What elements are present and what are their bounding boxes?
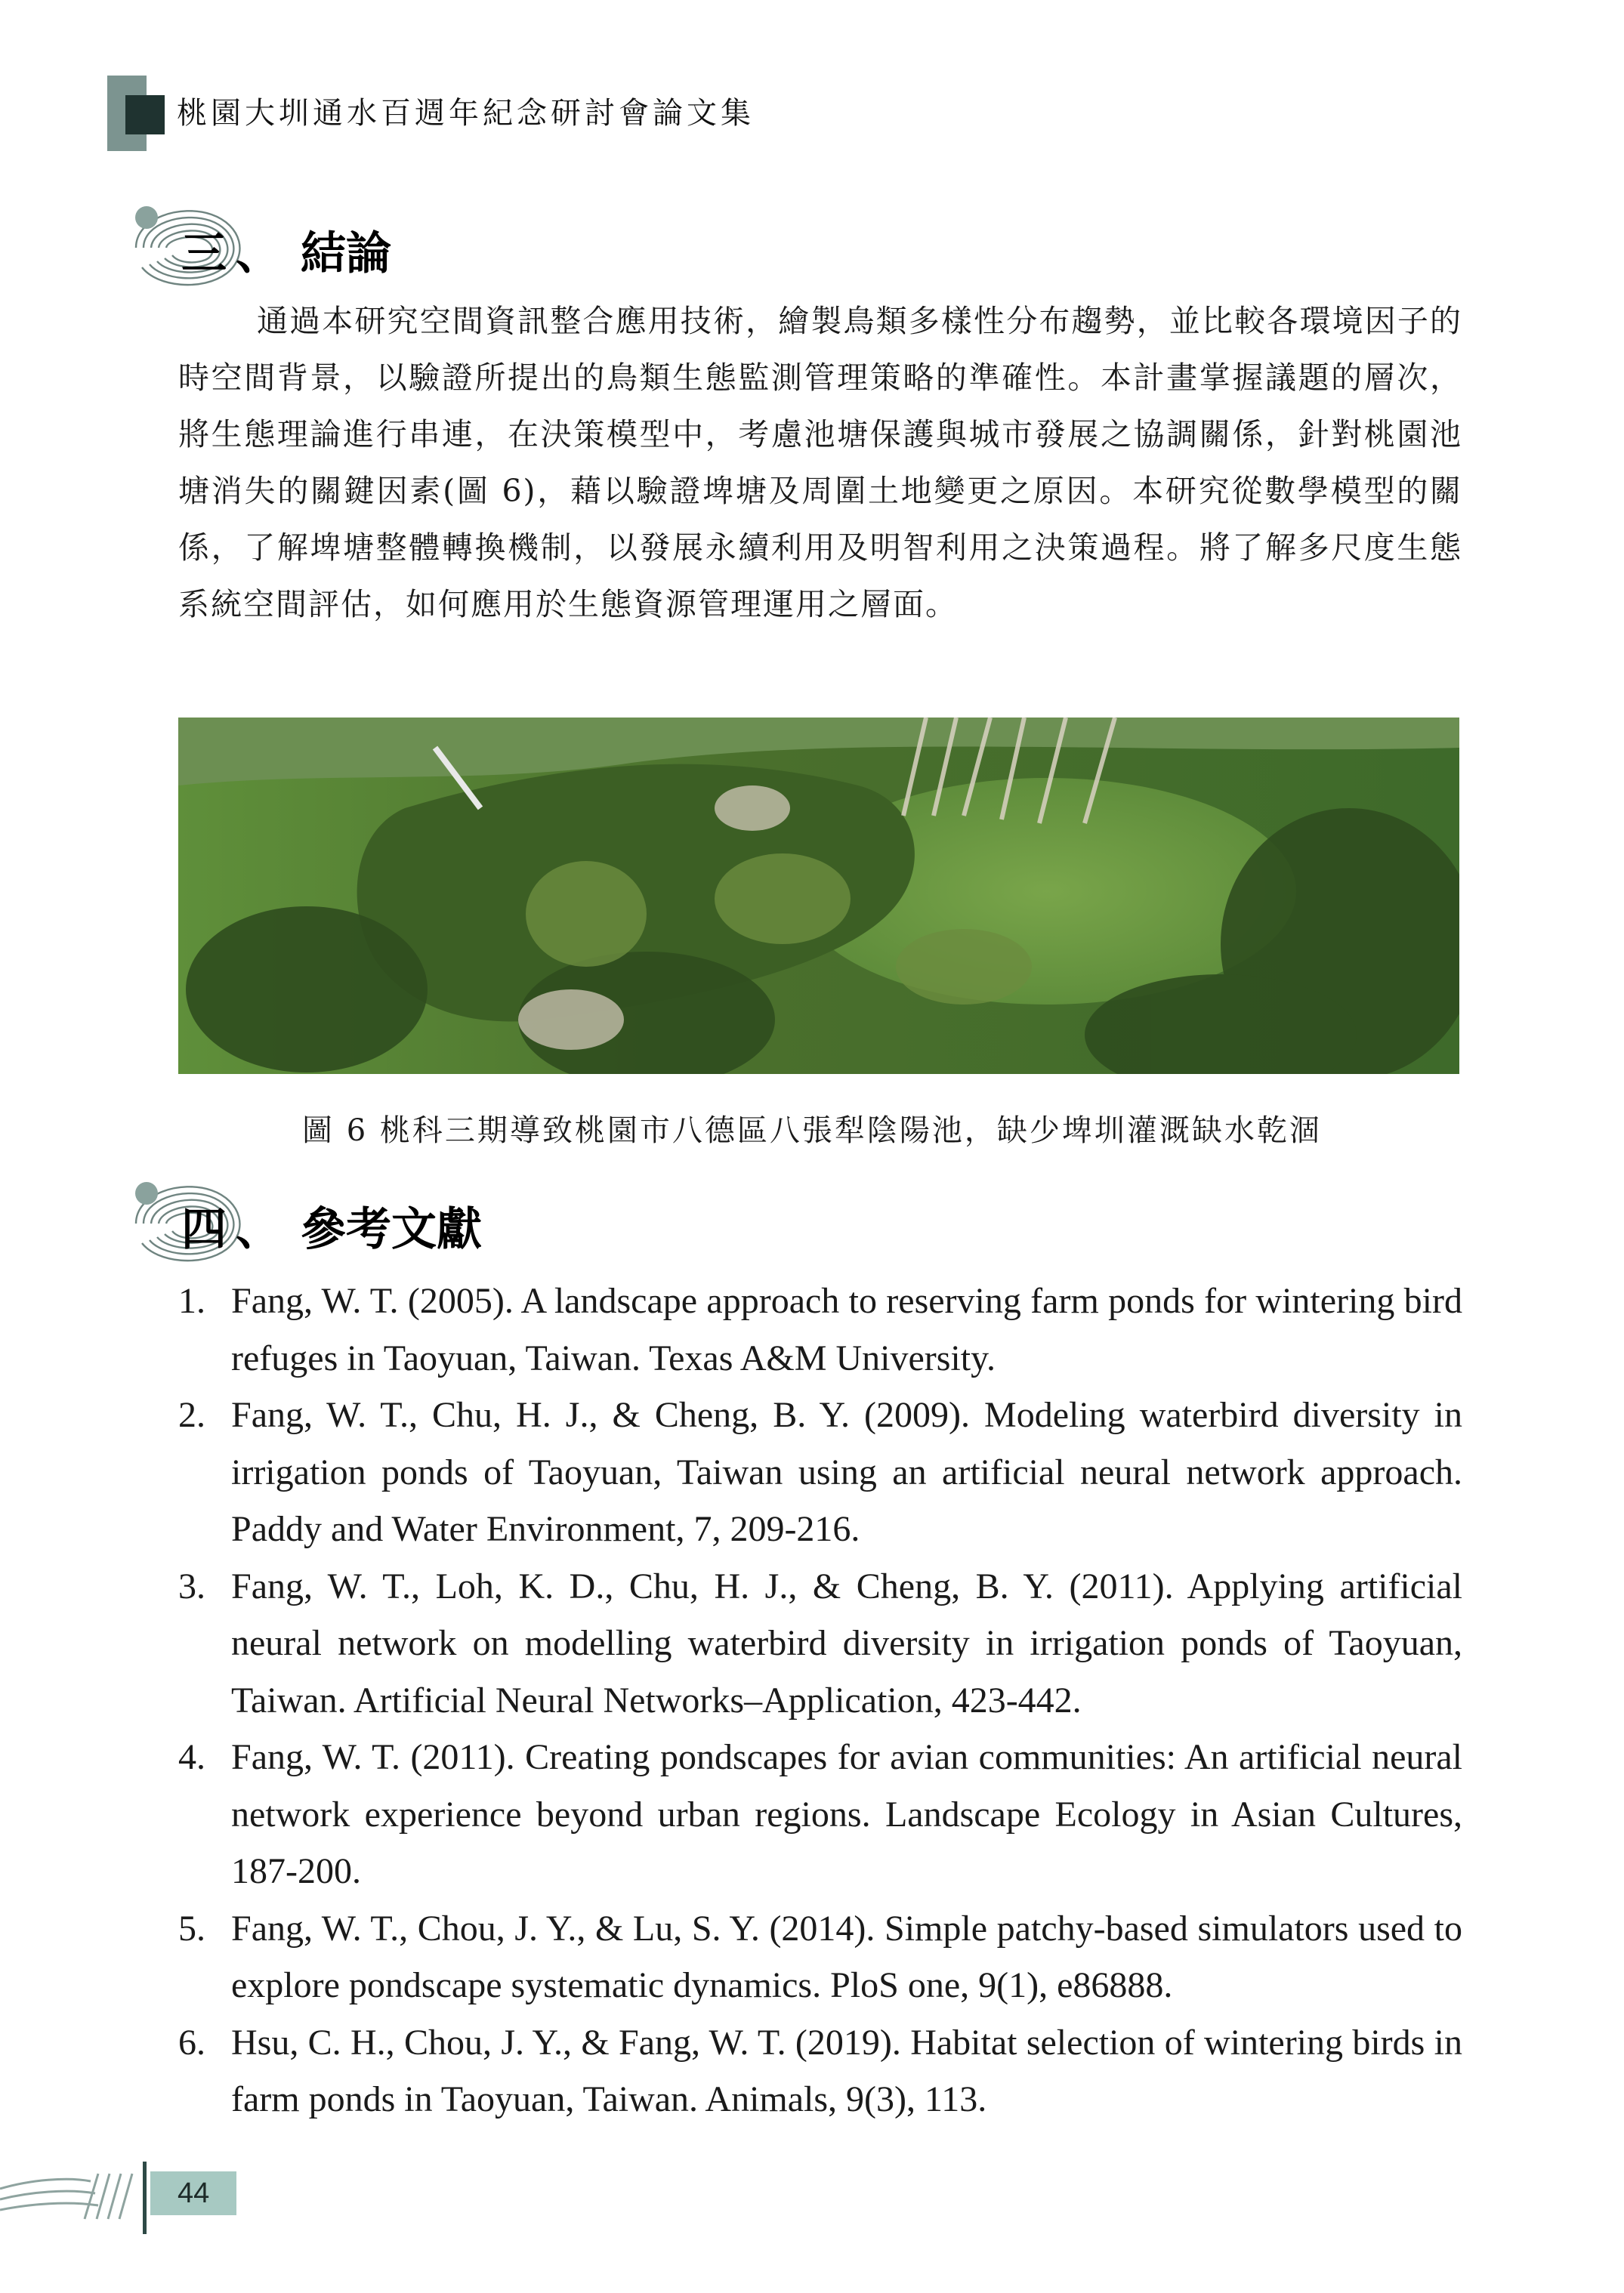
- reference-list: [178, 1273, 1462, 2128]
- reference-number: 4.: [178, 1737, 205, 1777]
- reference-number: 3.: [178, 1566, 205, 1606]
- section-heading-conclusion: [121, 195, 952, 301]
- section-title: 參考文獻: [301, 1203, 482, 1256]
- reference-text: Fang, W. T., Chou, J. Y., & Lu, S. Y. (2014). Simple patchy-based simulators used to explore pondscape systematic dynamics. PloS one, 9(1), e86888.: [231, 1908, 1462, 2005]
- reference-text: Fang, W. T. (2011). Creating pondscapes for avian communities: An artificial neural network experience beyond urban regions. Landscape Ecology in Asian Cultures, 187-200.: [231, 1737, 1462, 1891]
- aerial-photo-image: [178, 718, 1459, 1074]
- reference-item: [178, 1729, 1462, 1900]
- reference-item: [178, 1558, 1462, 1730]
- footer-swirl-icon: [0, 2166, 144, 2234]
- reference-number: 5.: [178, 1908, 205, 1949]
- reference-text: Fang, W. T. (2005). A landscape approach to reserving farm ponds for wintering bird refuges in Taoyuan, Taiwan. Texas A&M University.: [231, 1281, 1462, 1378]
- section-separator: 、: [236, 227, 281, 280]
- section-number: 三: [181, 227, 227, 280]
- reference-number: 6.: [178, 2022, 205, 2063]
- reference-item: [178, 1273, 1462, 1387]
- section-number: 四: [181, 1203, 227, 1256]
- reference-item: [178, 1900, 1462, 2014]
- section-title: 結論: [301, 227, 391, 280]
- reference-number: 2.: [178, 1395, 205, 1435]
- reference-text: Hsu, C. H., Chou, J. Y., & Fang, W. T. (2019). Habitat selection of wintering birds in farm ponds in Taoyuan, Taiwan. Animals, 9(3), 113.: [231, 2022, 1462, 2119]
- running-header-title: 桃園大圳通水百週年紀念研討會論文集: [177, 96, 755, 131]
- reference-text: Fang, W. T., Loh, K. D., Chu, H. J., & Cheng, B. Y. (2011). Applying artificial neural network on modelling waterbird diversity in irrigation ponds of Taoyuan, Taiwan. Artificial Neural Networks–Application, 423-442.: [231, 1566, 1462, 1721]
- figure-aerial-photo: [178, 718, 1459, 1074]
- reference-item: [178, 2014, 1462, 2128]
- reference-number: 1.: [178, 1281, 205, 1321]
- footer-divider: [143, 2162, 147, 2234]
- reference-item: [178, 1387, 1462, 1558]
- figure-caption: 圖 6 桃科三期導致桃園市八德區八張犁陰陽池，缺少埤圳灌溉缺水乾涸: [302, 1113, 1322, 1148]
- section-heading-references: [121, 1171, 952, 1276]
- page-number: 44: [178, 2177, 210, 2209]
- reference-text: Fang, W. T., Chu, H. J., & Cheng, B. Y. (2009). Modeling waterbird diversity in irrigation ponds of Taoyuan, Taiwan using an artificial neural network approach. Paddy and Water Environment, 7, 209-216.: [231, 1395, 1462, 1549]
- section-separator: 、: [236, 1203, 281, 1256]
- header-accent-block-dark: [125, 95, 165, 134]
- conclusion-paragraph: 通過本研究空間資訊整合應用技術，繪製鳥類多樣性分布趨勢，並比較各環境因子的時空間背景，以驗證所提出的鳥類生態監測管理策略的準確性。本計畫掌握議題的層次，將生態理論進行串連，在決策模型中，考慮池塘保護與城市發展之協調關係，針對桃園池塘消失的關鍵因素(圖 6)，藉以驗證埤塘及周圍土地變更之原因。本研究從數學模型的關係，了解埤塘整體轉換機制，以發展永續利用及明智利用之決策過程。將了解多尺度生態系統空間評估，如何應用於生態資源管理運用之層面。: [178, 303, 1462, 622]
